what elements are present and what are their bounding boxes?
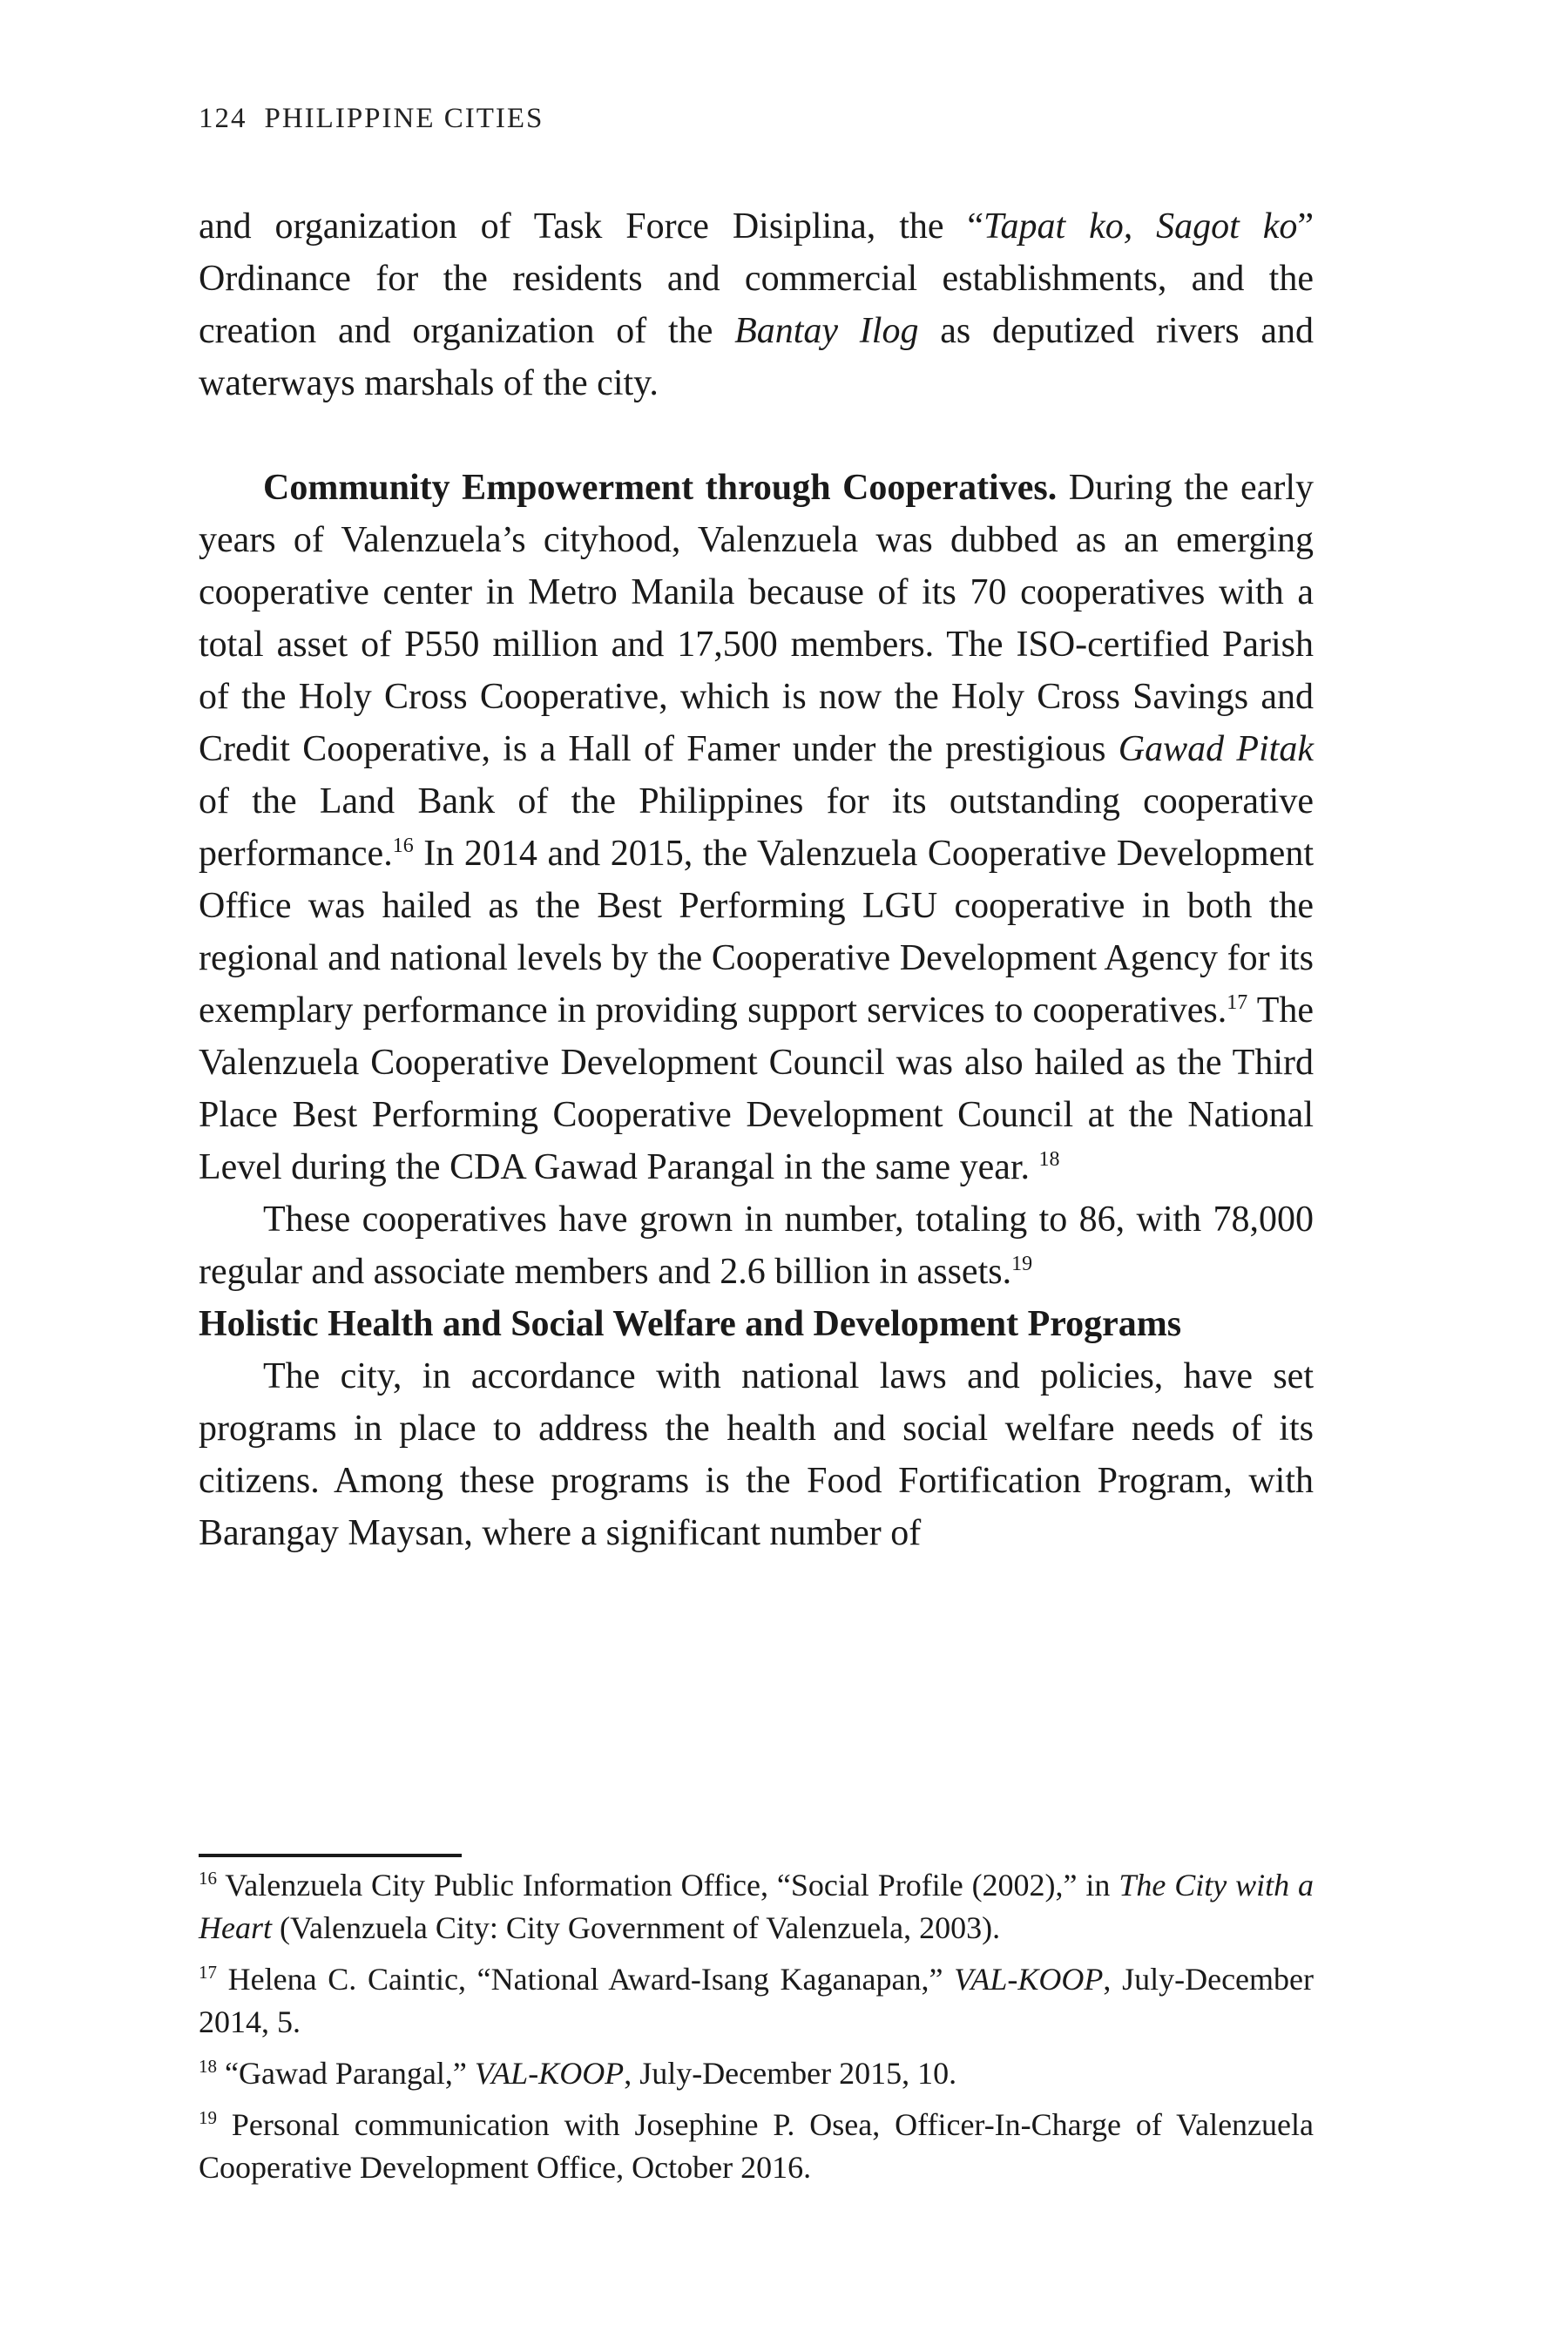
running-title: PHILIPPINE CITIES — [264, 103, 544, 134]
italic-title: The City with a Heart — [199, 1868, 1314, 1945]
text-run: These cooperatives have grown in number, totaling to 86, with 78,000 regular and associate members and 2.6 billion in assets. — [199, 1200, 1314, 1292]
footnote-number: 17 — [199, 1962, 217, 1983]
page-number: 124 — [199, 103, 247, 134]
text-run: and organization of Task Force Disiplina, the “ — [199, 206, 984, 247]
italic-term: Gawad Pitak — [1118, 729, 1314, 769]
paragraph-cooperatives — [199, 462, 1314, 1193]
footnote-number: 18 — [199, 2056, 217, 2077]
text-run: In 2014 and 2015, the Valenzuela Cooperative Development Office was hailed as the Best Performing LGU cooperative in both the regional and national levels by the Cooperative Development Agency for its exemplary performance in providing support services to cooperatives. — [199, 834, 1314, 1031]
run-in-heading: Community Empowerment through Cooperatives. — [263, 468, 1058, 508]
footnote-ref: 18 — [1038, 1148, 1060, 1171]
text-run: “Gawad Parangal,” — [217, 2056, 475, 2091]
paragraph-task-force — [199, 200, 1314, 409]
text-run: of the Land Bank of the Philippines for its outstanding cooperative performance. — [199, 781, 1314, 874]
footnote-19 — [199, 2104, 1314, 2189]
italic-title: VAL-KOOP — [474, 2056, 625, 2091]
footnote-ref: 17 — [1227, 991, 1248, 1014]
footnote-divider — [199, 1854, 462, 1857]
footnote-17 — [199, 1958, 1314, 2044]
text-run: Personal communication with Josephine P. Osea, Officer-In-Charge of Valenzuela Cooperative Development Office, October 2016. — [199, 2107, 1314, 2185]
italic-term: Tapat ko, Sagot ko — [983, 206, 1298, 247]
text-run: During the early years of Valenzuela’s cityhood, Valenzuela was dubbed as an emerging cooperative center in Metro Manila because of its 70 cooperatives with a total asset of P550 million and 17,500 members. The ISO-certified Parish of the Holy Cross Cooperative, which is now the Holy Cross Savings and Credit Cooperative, is a Hall of Famer under the prestigious — [199, 468, 1314, 769]
text-run: Helena C. Caintic, “National Award-Isang Kaganapan,” — [217, 1962, 955, 1997]
paragraph-growth — [199, 1193, 1314, 1298]
text-run: ” Ordinance for the residents and commercial establishments, and the creation and organization of the — [199, 206, 1314, 351]
italic-title: VAL-KOOP — [954, 1962, 1104, 1997]
text-run: The Valenzuela Cooperative Development Council was also hailed as the Third Place Best Performing Cooperative Development Council at the National Level during the CDA Gawad Parangal in the same year. — [199, 990, 1314, 1187]
section-heading: Holistic Health and Social Welfare and Development Programs — [199, 1304, 1182, 1344]
footnote-number: 16 — [199, 1868, 217, 1889]
paragraph-health — [199, 1350, 1314, 1559]
footnotes — [199, 1864, 1314, 2198]
running-header — [199, 103, 544, 135]
footnote-ref: 16 — [392, 835, 414, 857]
text-run: (Valenzuela City: City Government of Valenzuela, 2003). — [272, 1910, 1001, 1945]
italic-term: Bantay Ilog — [734, 311, 919, 351]
footnote-16 — [199, 1864, 1314, 1950]
footnote-ref: 19 — [1011, 1253, 1033, 1275]
footnote-18 — [199, 2052, 1314, 2095]
text-run: as deputized rivers and waterways marshals of the city. — [199, 311, 1314, 403]
text-run: Valenzuela City Public Information Office, “Social Profile (2002),” in — [217, 1868, 1119, 1903]
body-text — [199, 200, 1314, 1559]
text-run: , July-December 2015, 10. — [624, 2056, 957, 2091]
text-run: , July-December 2014, 5. — [199, 1962, 1314, 2039]
footnote-number: 19 — [199, 2107, 217, 2128]
text-run: The city, in accordance with national laws and policies, have set programs in place to address the health and social welfare needs of its citizens. Among these programs is the Food Fortification Program, with Barangay Maysan, where a significant number of — [199, 1356, 1314, 1553]
